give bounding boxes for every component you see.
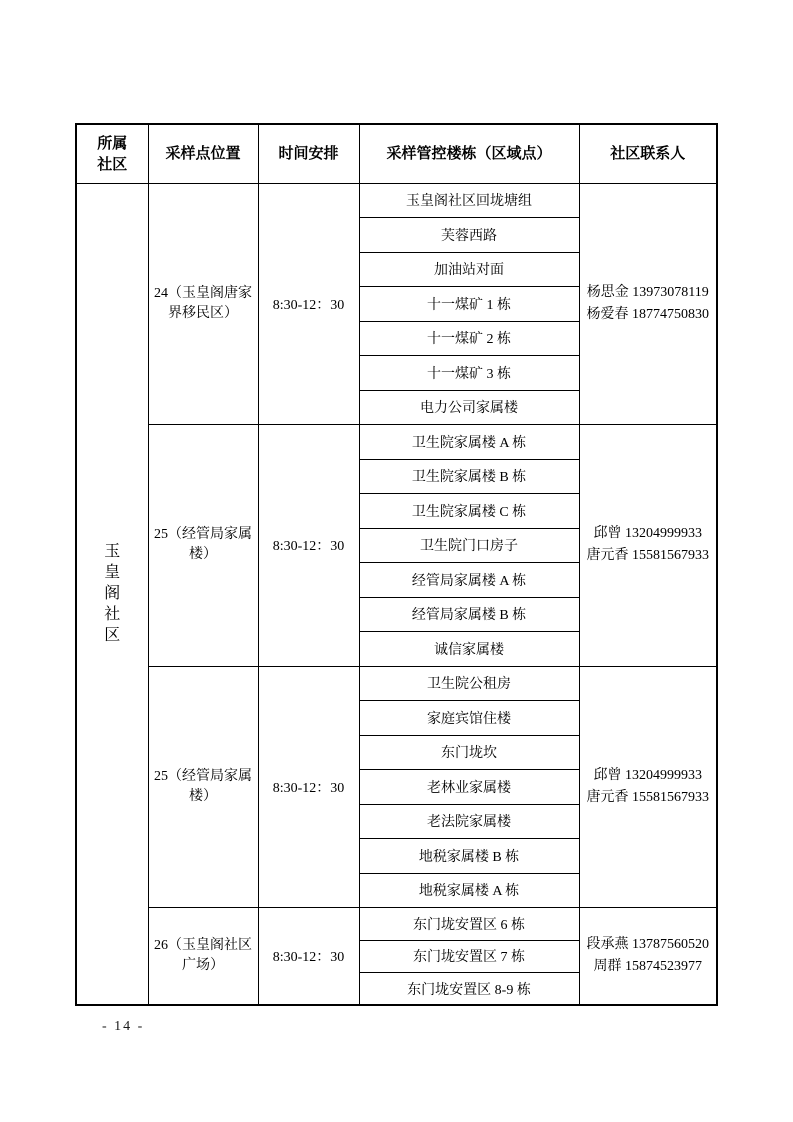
building-cell: 卫生院公租房 (359, 666, 579, 701)
building-cell: 家庭宾馆住楼 (359, 701, 579, 736)
building-cell: 老法院家属楼 (359, 804, 579, 839)
building-cell: 东门垅坎 (359, 735, 579, 770)
time-cell: 8:30-12：30 (258, 666, 359, 908)
page-number: - 14 - (102, 1019, 145, 1034)
building-cell: 地税家属楼 A 栋 (359, 873, 579, 908)
header-row (76, 124, 717, 183)
building-cell: 东门垅安置区 8-9 栋 (359, 973, 579, 1006)
sampling-schedule-table (75, 123, 718, 1006)
building-cell: 东门垅安置区 6 栋 (359, 908, 579, 941)
header-location: 采样点位置 (148, 124, 258, 183)
building-cell: 地税家属楼 B 栋 (359, 839, 579, 874)
building-cell: 卫生院家属楼 B 栋 (359, 459, 579, 494)
table-row (76, 666, 717, 701)
building-cell: 卫生院门口房子 (359, 528, 579, 563)
table-row (76, 183, 717, 218)
building-cell: 诚信家属楼 (359, 632, 579, 667)
header-community: 所属社区 (76, 124, 148, 183)
table-row (76, 425, 717, 460)
building-cell: 十一煤矿 1 栋 (359, 287, 579, 322)
location-text: 25（经管局家属楼） (154, 527, 252, 563)
contact-cell (579, 183, 717, 425)
contact-line: 周群 15874523977 (593, 959, 702, 974)
contact-line: 邱曾 13204999933 (593, 767, 702, 783)
building-cell: 电力公司家属楼 (359, 390, 579, 425)
building-cell: 东门垅安置区 7 栋 (359, 940, 579, 973)
contact-line: 邱曾 13204999933 (593, 526, 702, 542)
contact-cell (579, 666, 717, 908)
building-cell: 老林业家属楼 (359, 770, 579, 805)
location-text: 24（玉皇阁唐家界移民区） (154, 285, 252, 321)
header-buildings: 采样管控楼栋（区域点） (359, 124, 579, 183)
contact-line: 杨爱春 18774750830 (586, 306, 709, 322)
time-cell: 8:30-12：30 (258, 183, 359, 425)
table-row (76, 908, 717, 941)
community-cell (76, 183, 148, 1005)
location-text: 25（经管局家属楼） (154, 768, 252, 804)
location-cell (148, 666, 258, 908)
time-cell: 8:30-12：30 (258, 425, 359, 667)
contact-line: 唐元香 15581567933 (586, 789, 709, 805)
community-name: 玉皇阁社区 (104, 543, 121, 645)
building-cell: 经管局家属楼 B 栋 (359, 597, 579, 632)
location-cell (148, 183, 258, 425)
header-time: 时间安排 (258, 124, 359, 183)
contact-cell (579, 425, 717, 667)
contact-line: 唐元香 15581567933 (586, 548, 709, 564)
contact-line: 段承燕 13787560520 (586, 937, 709, 952)
building-cell: 十一煤矿 2 栋 (359, 321, 579, 356)
location-cell (148, 908, 258, 1006)
building-cell: 十一煤矿 3 栋 (359, 356, 579, 391)
time-cell: 8:30-12：30 (258, 908, 359, 1006)
building-cell: 经管局家属楼 A 栋 (359, 563, 579, 598)
building-cell: 卫生院家属楼 C 栋 (359, 494, 579, 529)
contact-line: 杨思金 13973078119 (586, 284, 709, 300)
contact-cell (579, 908, 717, 1006)
building-cell: 玉皇阁社区回垅塘组 (359, 183, 579, 218)
location-cell (148, 425, 258, 667)
building-cell: 卫生院家属楼 A 栋 (359, 425, 579, 460)
building-cell: 加油站对面 (359, 252, 579, 287)
location-text: 26（玉皇阁社区广场） (154, 938, 252, 973)
header-contact: 社区联系人 (579, 124, 717, 183)
building-cell: 芙蓉西路 (359, 218, 579, 253)
